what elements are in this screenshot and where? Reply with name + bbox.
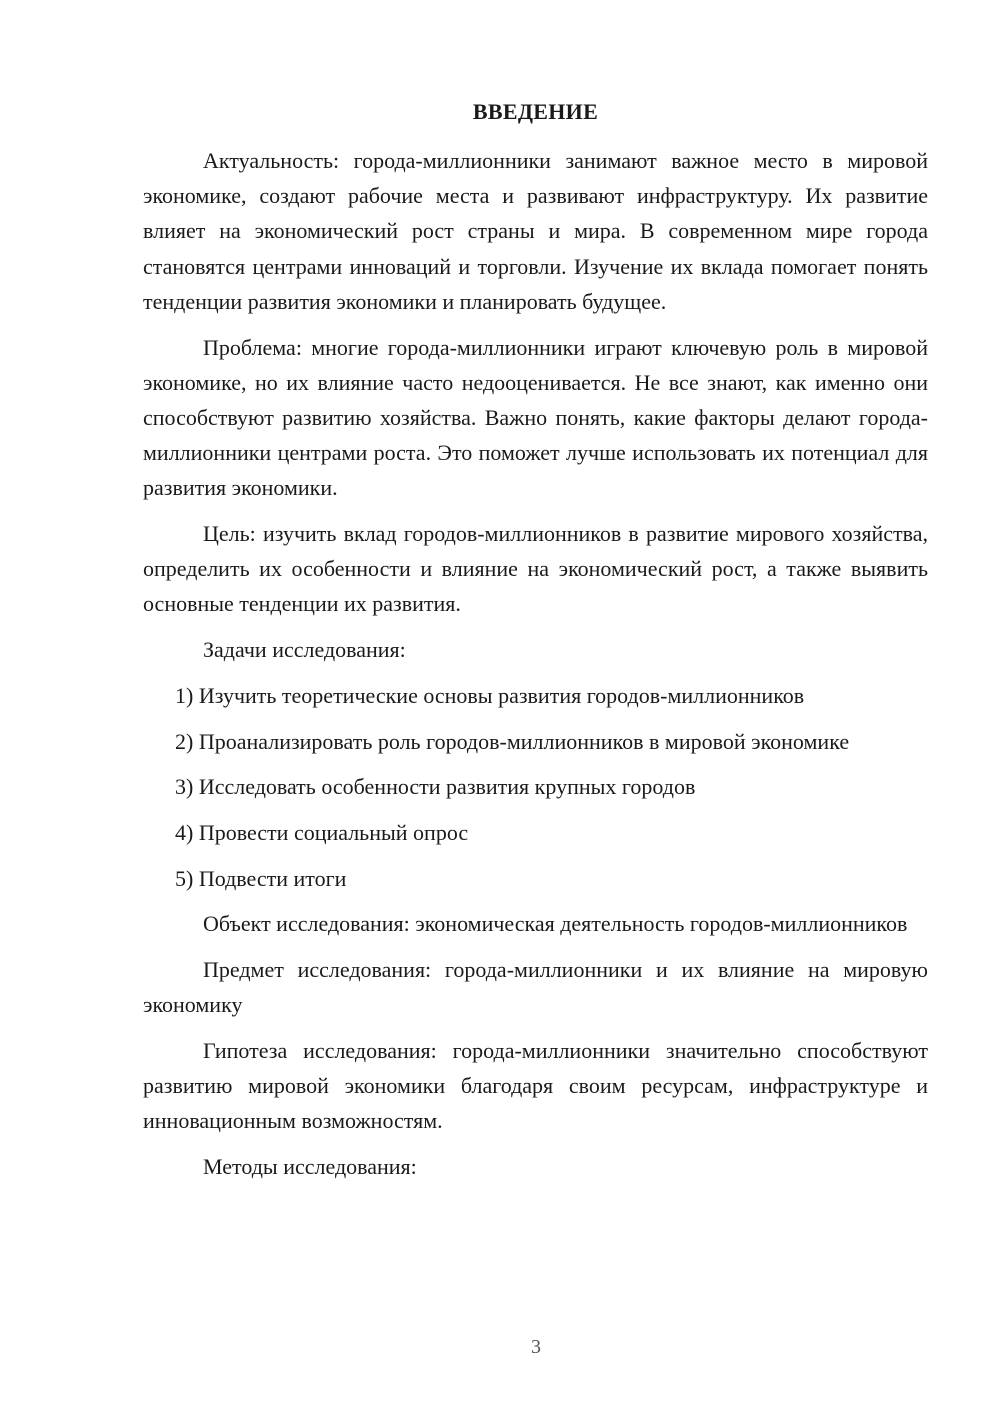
section-title: ВВЕДЕНИЕ xyxy=(472,99,599,124)
page-number: 3 xyxy=(531,1336,541,1358)
task-item-1: 1) Изучить теоретические основы развития городов-миллионников xyxy=(175,682,805,708)
paragraph-relevance: Актуальность: города-миллионники занимают важное место в мировой экономике, создают рабочие места и развивают инфраструктуру. Их развитие влияет на экономический рост страны и мира. В современном мире города становятся центрами инноваций и торговли. Изучение их вклада помогает понять тенденции развития экономики и планировать будущее. xyxy=(143,148,928,314)
paragraph-hypothesis: Гипотеза исследования: города-миллионники значительно способствуют развитию мировой экономики благодаря своим ресурсам, инфраструктуре и инновационным возможностям. xyxy=(143,1037,928,1134)
paragraph-tasks-heading: Задачи исследования: xyxy=(203,637,406,663)
task-item-3: 3) Исследовать особенности развития крупных городов xyxy=(175,774,696,800)
paragraph-goal: Цель: изучить вклад городов-миллионников в развитие мирового хозяйства, определить их особенности и влияние на экономический рост, а также выявить основные тенденции их развития. xyxy=(143,521,928,617)
document-body xyxy=(143,143,928,1195)
task-item-4: 4) Провести социальный опрос xyxy=(175,819,469,845)
task-item-5: 5) Подвести итоги xyxy=(175,865,347,891)
paragraph-methods: Методы исследования: xyxy=(203,1154,417,1180)
task-item-2: 2) Проанализировать роль городов-миллионников в мировой экономике xyxy=(175,728,850,754)
paragraph-subject: Предмет исследования: города-миллионники и их влияние на мировую экономику xyxy=(143,957,928,1018)
paragraph-object: Объект исследования: экономическая деятельность городов-миллионников xyxy=(203,911,908,937)
paragraph-problem: Проблема: многие города-миллионники играют ключевую роль в мировой экономике, но их влияние часто недооценивается. Не все знают, как именно они способствуют развитию хозяйства. Важно понять, какие факторы делают города-миллионники центрами роста. Это поможет лучше использовать их потенциал для развития экономики. xyxy=(143,334,928,501)
